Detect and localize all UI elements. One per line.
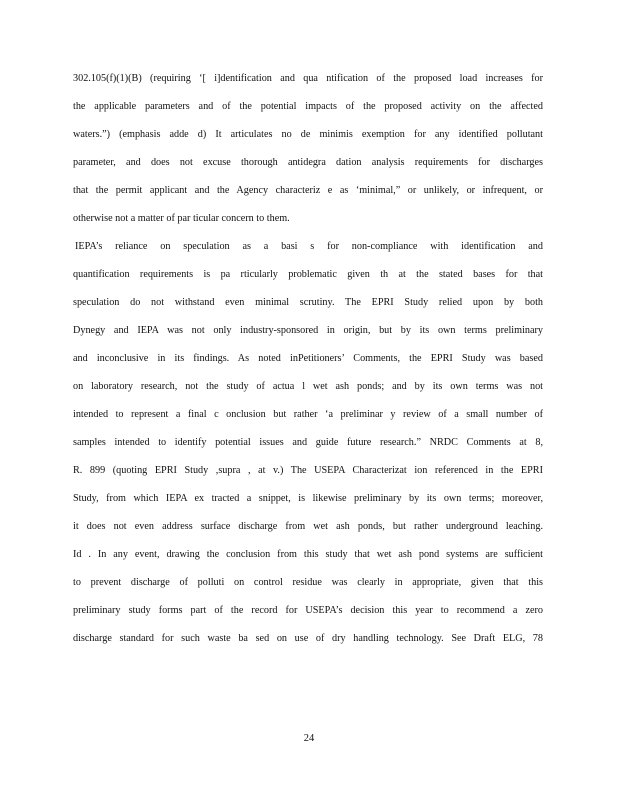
text-line: the applicable parameters and of the potential impacts of the proposed activity on the affected: [73, 101, 543, 112]
text-line: that the permit applicant and the Agency characteriz e as ‘minimal,” or unlikely, or infrequent, or: [73, 185, 543, 196]
text-line: quantification requirements is pa rticularly problematic given th at the stated bases for that: [73, 269, 543, 280]
text-line: otherwise not a matter of par ticular concern to them.: [73, 213, 290, 224]
text-line: Study, from which IEPA ex tracted a snippet, is likewise preliminary by its own terms; moreover,: [73, 493, 543, 504]
body-text: [73, 70, 543, 658]
text-line: IEPA’s reliance on speculation as a basi s for non-compliance with identification and: [75, 241, 543, 252]
text-line: and inconclusive in its findings. As noted inPetitioners’ Comments, the EPRI Study was based: [73, 353, 543, 364]
text-line: preliminary study forms part of the record for USEPA’s decision this year to recommend a zero: [73, 605, 543, 616]
text-line: to prevent discharge of polluti on control residue was clearly in appropriate, given that this: [73, 577, 543, 588]
text-line: 302.105(f)(1)(B) (requiring ‘[ i]dentification and qua ntification of the proposed load increases for: [73, 73, 543, 84]
text-line: Dynegy and IEPA was not only industry-sponsored in origin, but by its own terms preliminary: [73, 325, 543, 336]
text-line: R. 899 (quoting EPRI Study ,supra , at v.) The USEPA Characterizat ion referenced in the EPRI: [73, 465, 543, 476]
text-line: waters.”) (emphasis adde d) It articulates no de minimis exemption for any identified pollutant: [73, 129, 543, 140]
text-line: it does not even address surface discharge from wet ash ponds, but rather underground leaching.: [73, 521, 543, 532]
page-number: 24: [303, 733, 315, 744]
text-line: on laboratory research, not the study of actua l wet ash ponds; and by its own terms was not: [73, 381, 543, 392]
text-line: samples intended to identify potential issues and guide future research.” NRDC Comments at 8,: [73, 437, 543, 448]
text-line: parameter, and does not excuse thorough antidegra dation analysis requirements for discharges: [73, 157, 543, 168]
text-line: intended to represent a final c onclusion but rather ‘a preliminar y review of a small number of: [73, 409, 543, 420]
text-line: speculation do not withstand even minimal scrutiny. The EPRI Study relied upon by both: [73, 297, 543, 308]
text-line: Id . In any event, drawing the conclusion from this study that wet ash pond systems are sufficient: [73, 549, 543, 560]
text-line: discharge standard for such waste ba sed on use of dry handling technology. See Draft ELG, 78: [73, 633, 543, 644]
